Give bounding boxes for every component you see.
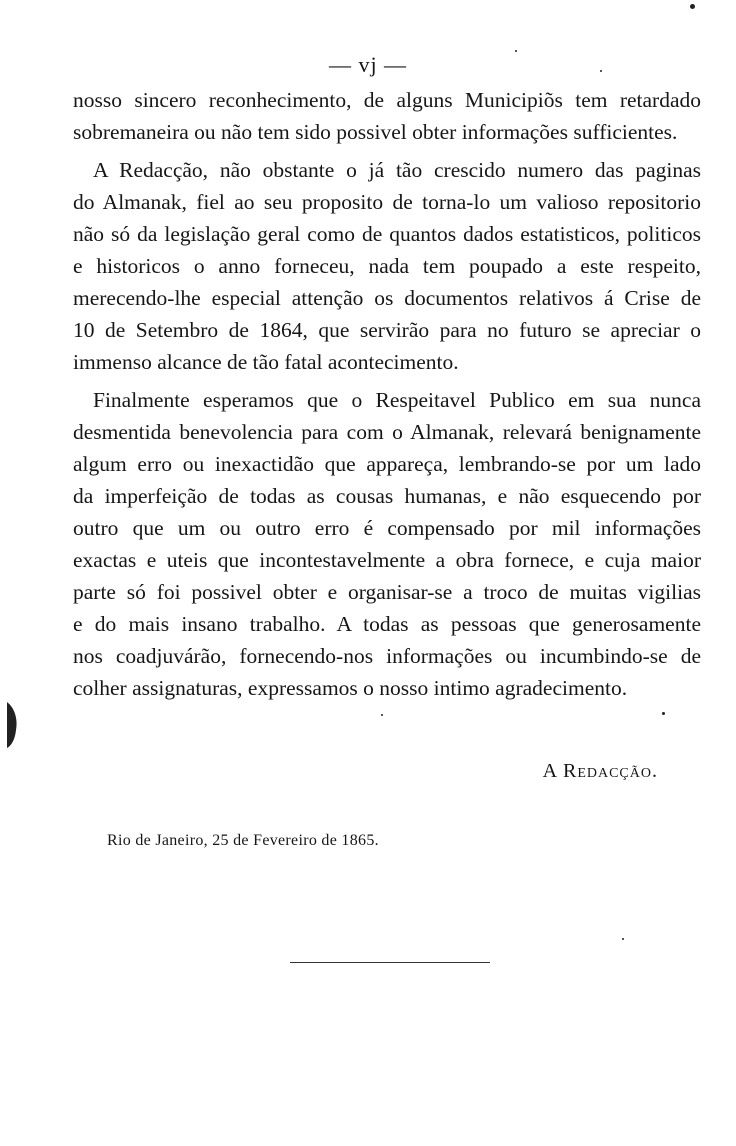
text-line: colher assignaturas, expressamos o nosso intimo agradecimento.	[73, 676, 628, 700]
text-line: e do mais insano trabalho. A todas as pessoas que generosamente	[73, 612, 701, 636]
text-line: desmentida benevolencia para com o Almanak, relevará benignamente	[73, 420, 701, 444]
text-line: A Redacção, não obstante o já tão crescido numero das paginas	[93, 158, 701, 182]
text-line: não só da legislação geral como de quantos dados estatisticos, politicos	[73, 222, 701, 246]
text-line: da imperfeição de todas as cousas humanas, e não esquecendo por	[73, 484, 701, 508]
text-line: nosso sincero reconhecimento, de alguns Municipiõs tem retardado	[73, 88, 701, 112]
ink-speck	[515, 50, 517, 52]
text-line: e historicos o anno forneceu, nada tem poupado a este respeito,	[73, 254, 701, 278]
signature: A Redacção.	[542, 760, 658, 782]
paragraph-3	[73, 384, 701, 704]
ink-speck	[622, 938, 624, 940]
text-line: parte só foi possivel obter e organisar-se a troco de muitas vigilias	[73, 580, 701, 604]
text-line: merecendo-lhe especial attenção os documentos relativos á Crise de	[73, 286, 701, 310]
text-line: 10 de Setembro de 1864, que servirão para no futuro se apreciar o	[73, 318, 701, 342]
text-line: outro que um ou outro erro é compensado por mil informações	[73, 516, 701, 540]
text-line: algum erro ou inexactidão que appareça, lembrando-se por um lado	[73, 452, 701, 476]
text-line: exactas e uteis que incontestavelmente a obra fornece, e cuja maior	[73, 548, 701, 572]
paragraph-1	[73, 84, 701, 148]
closing-rule	[290, 962, 490, 963]
ink-speck	[381, 714, 383, 716]
text-line: sobremaneira ou não tem sido possivel obter informações sufficientes.	[73, 120, 678, 144]
ink-speck	[600, 70, 602, 72]
text-line: immenso alcance de tão fatal acontecimento.	[73, 350, 459, 374]
body-text	[73, 84, 701, 704]
text-line: do Almanak, fiel ao seu proposito de torna-lo um valioso repositorio	[73, 190, 701, 214]
dateline: Rio de Janeiro, 25 de Fevereiro de 1865.	[107, 832, 379, 849]
binding-edge-mark	[6, 700, 18, 750]
paragraph-2	[73, 154, 701, 378]
text-line: nos coadjuvárão, fornecendo-nos informações ou incumbindo-se de	[73, 644, 701, 668]
text-line: Finalmente esperamos que o Respeitavel Publico em sua nunca	[93, 388, 701, 412]
page-number: — vj —	[328, 52, 408, 77]
ink-speck	[662, 712, 665, 715]
ink-speck	[690, 4, 695, 9]
